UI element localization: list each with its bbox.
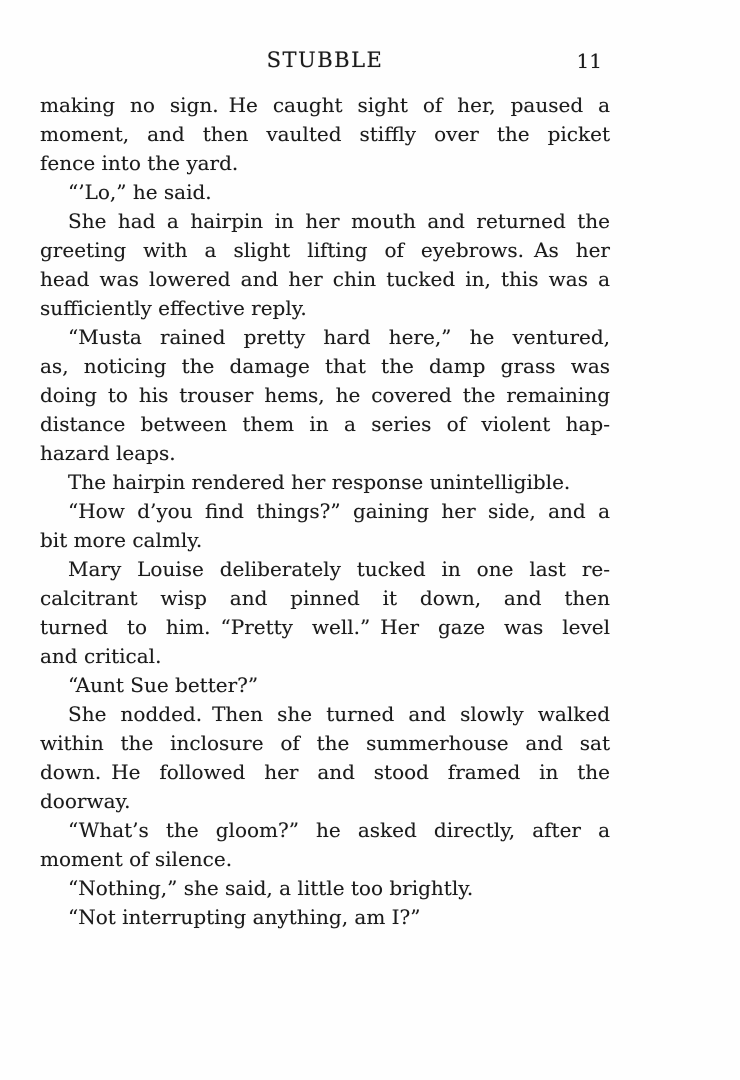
text-line: She had a hairpin in her mouth and returned the	[68, 209, 610, 233]
paragraph	[40, 874, 610, 903]
text-line: The hairpin rendered her response unintelligible.	[68, 470, 571, 494]
text-line: down. He followed her and stood framed in the	[40, 760, 610, 784]
text-line: “How d’you find things?” gaining her side, and a	[68, 499, 610, 523]
paragraph	[40, 91, 610, 178]
text-line: doorway.	[40, 789, 131, 813]
running-title: STUBBLE	[266, 48, 384, 72]
text-line: as, noticing the damage that the damp grass was	[40, 354, 610, 378]
page-text	[40, 91, 610, 932]
text-line: within the inclosure of the summerhouse and sat	[40, 731, 610, 755]
text-line: and critical.	[40, 644, 162, 668]
paragraph	[40, 207, 610, 323]
text-line: “Musta rained pretty hard here,” he ventured,	[68, 325, 610, 349]
paragraph	[40, 700, 610, 816]
paragraph	[40, 671, 610, 700]
text-line: distance between them in a series of violent hap-	[40, 412, 610, 436]
text-line: moment, and then vaulted stiffly over the picket	[40, 122, 610, 146]
text-line: making no sign. He caught sight of her, paused a	[40, 93, 610, 117]
text-line: “Nothing,” she said, a little too brightly.	[68, 876, 474, 900]
text-line: sufficiently effective reply.	[40, 296, 307, 320]
text-line: hazard leaps.	[40, 441, 176, 465]
text-line: doing to his trouser hems, he covered the remaining	[40, 383, 610, 407]
text-line: “What’s the gloom?” he asked directly, after a	[68, 818, 610, 842]
paragraph	[40, 178, 610, 207]
paragraph	[40, 323, 610, 468]
text-line: “Aunt Sue better?”	[68, 673, 259, 697]
text-line: head was lowered and her chin tucked in, this was a	[40, 267, 610, 291]
text-line: “Not interrupting anything, am I?”	[68, 905, 421, 929]
paragraph	[40, 468, 610, 497]
page-header	[40, 48, 610, 74]
paragraph	[40, 497, 610, 555]
text-line: “’Lo,” he said.	[68, 180, 212, 204]
text-line: Mary Louise deliberately tucked in one last re-	[68, 557, 610, 581]
paragraph	[40, 555, 610, 671]
paragraph	[40, 816, 610, 874]
text-line: calcitrant wisp and pinned it down, and then	[40, 586, 610, 610]
text-line: She nodded. Then she turned and slowly walked	[68, 702, 610, 726]
text-line: bit more calmly.	[40, 528, 203, 552]
text-line: greeting with a slight lifting of eyebrows. As her	[40, 238, 610, 262]
page-number: 11	[576, 49, 602, 73]
text-line: turned to him. “Pretty well.” Her gaze was level	[40, 615, 610, 639]
text-line: moment of silence.	[40, 847, 233, 871]
paragraph	[40, 903, 610, 932]
text-line: fence into the yard.	[40, 151, 239, 175]
